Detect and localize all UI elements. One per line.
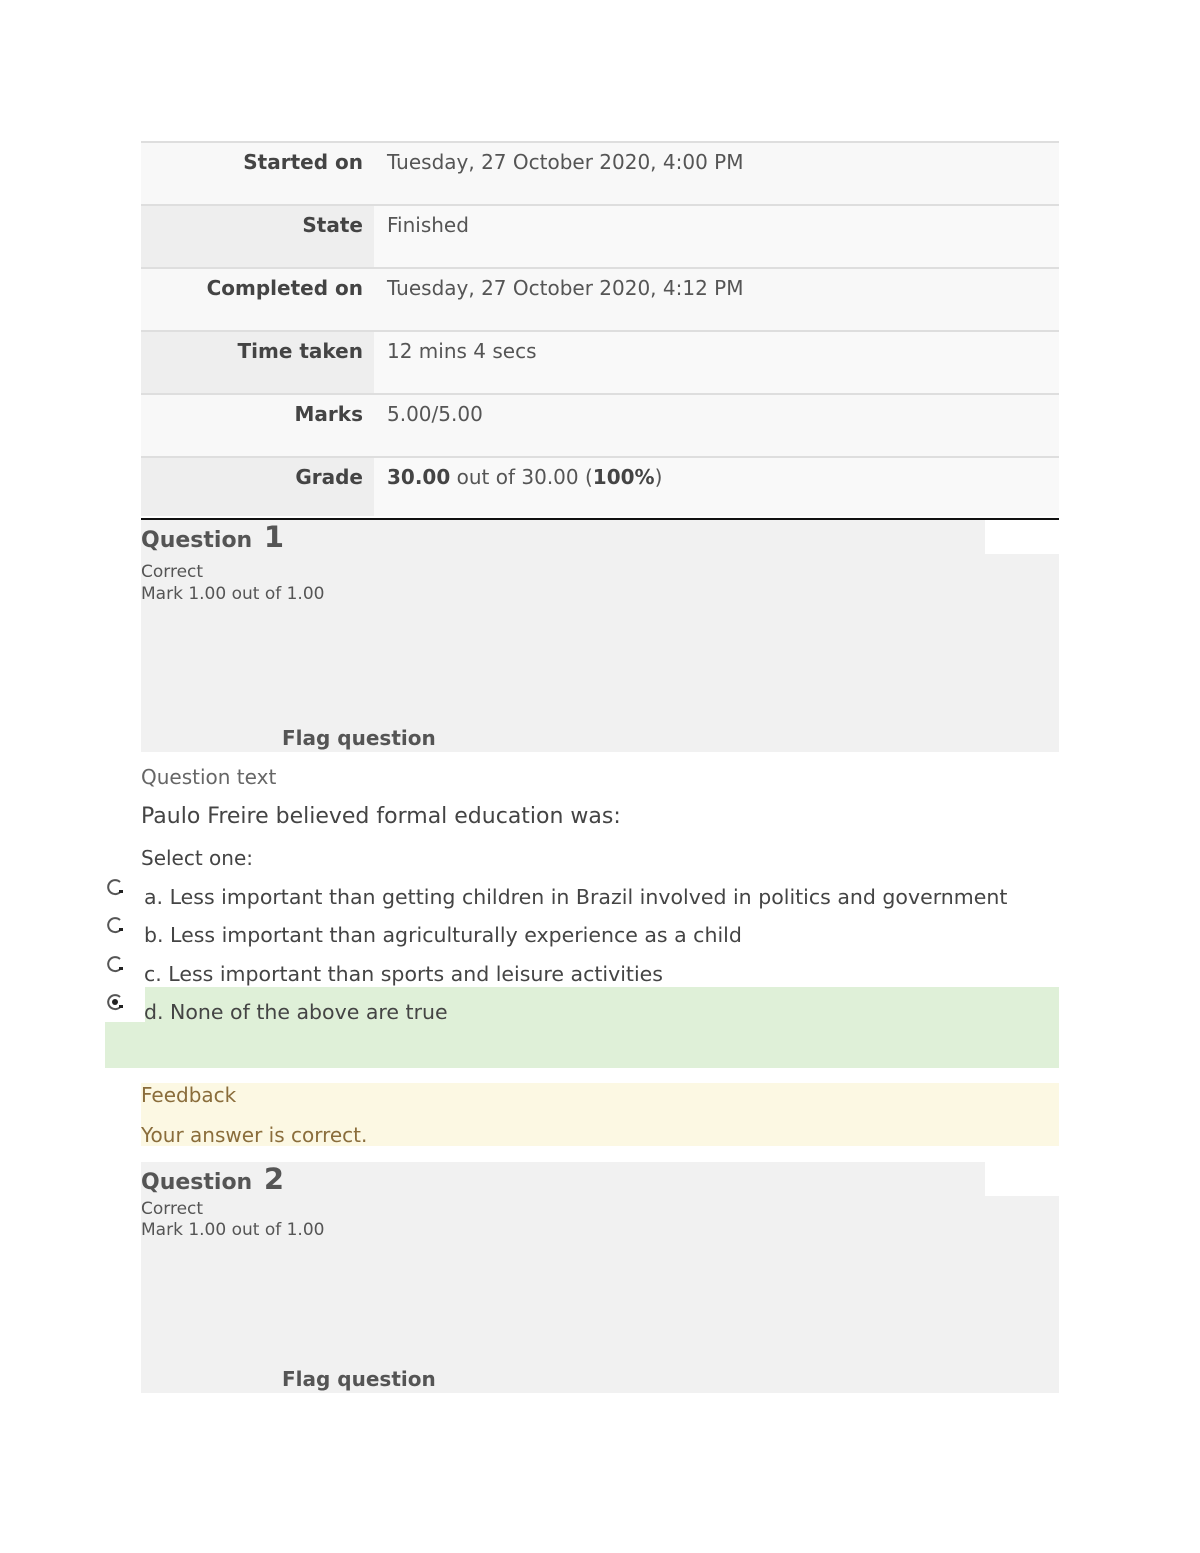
feedback-label: Feedback: [141, 1083, 237, 1107]
summary-value: 12 mins 4 secs: [374, 332, 1059, 393]
grade-score: 30.00: [387, 465, 451, 489]
question-grade: Mark 1.00 out of 1.00: [141, 1220, 325, 1240]
question-title: [141, 1162, 284, 1196]
summary-row-state: [141, 206, 1059, 269]
answer-option-d[interactable]: d. None of the above are true: [144, 1000, 448, 1024]
answer-option-c[interactable]: c. Less important than sports and leisure activities: [144, 962, 663, 986]
select-one-prompt: Select one:: [141, 846, 254, 870]
flag-question-button[interactable]: Flag question: [282, 726, 436, 750]
question-title: [141, 520, 284, 554]
radio-option-b[interactable]: [106, 916, 124, 934]
question-1-info: [141, 520, 1059, 752]
feedback-text: Your answer is correct.: [141, 1123, 368, 1147]
question-state: Correct: [141, 1199, 204, 1219]
summary-label: Marks: [141, 395, 374, 456]
feedback-box: [141, 1083, 1059, 1146]
summary-label: State: [141, 206, 374, 267]
radio-option-c[interactable]: [106, 955, 124, 973]
grade-out-of: out of 30.00 (: [450, 465, 593, 489]
summary-row-grade: [141, 458, 1059, 516]
summary-value: Finished: [374, 206, 1059, 267]
question-2-info: [141, 1162, 1059, 1393]
correct-answer-highlight-lower: [105, 1022, 1059, 1068]
grade-close: ): [654, 465, 663, 489]
grade-percent: 100%: [592, 465, 655, 489]
summary-label: Completed on: [141, 269, 374, 330]
summary-value: Tuesday, 27 October 2020, 4:00 PM: [374, 143, 1059, 204]
summary-row-started: [141, 143, 1059, 206]
question-title-text: Question: [141, 1170, 253, 1195]
summary-row-marks: [141, 395, 1059, 458]
summary-row-completed: [141, 269, 1059, 332]
summary-label: Time taken: [141, 332, 374, 393]
question-number: 2: [263, 1162, 285, 1196]
answer-option-a[interactable]: a. Less important than getting children in Brazil involved in politics and government: [144, 885, 1008, 909]
flag-question-button[interactable]: Flag question: [282, 1367, 436, 1391]
summary-row-time-taken: [141, 332, 1059, 395]
summary-value: Tuesday, 27 October 2020, 4:12 PM: [374, 269, 1059, 330]
summary-label: Started on: [141, 143, 374, 204]
question-state: Correct: [141, 562, 204, 582]
question-text: Paulo Freire believed formal education was:: [141, 804, 621, 829]
question-title-text: Question: [141, 528, 253, 553]
answer-option-b[interactable]: b. Less important than agriculturally experience as a child: [144, 923, 742, 947]
summary-grade-value: [374, 458, 1059, 516]
radio-option-a[interactable]: [106, 878, 124, 896]
question-number: 1: [263, 520, 285, 554]
summary-value: 5.00/5.00: [374, 395, 1059, 456]
radio-option-d-selected[interactable]: [106, 993, 124, 1011]
question-grade: Mark 1.00 out of 1.00: [141, 584, 325, 604]
question-text-label: Question text: [141, 765, 277, 789]
summary-label: Grade: [141, 458, 374, 516]
quiz-summary-table: [141, 141, 1059, 516]
